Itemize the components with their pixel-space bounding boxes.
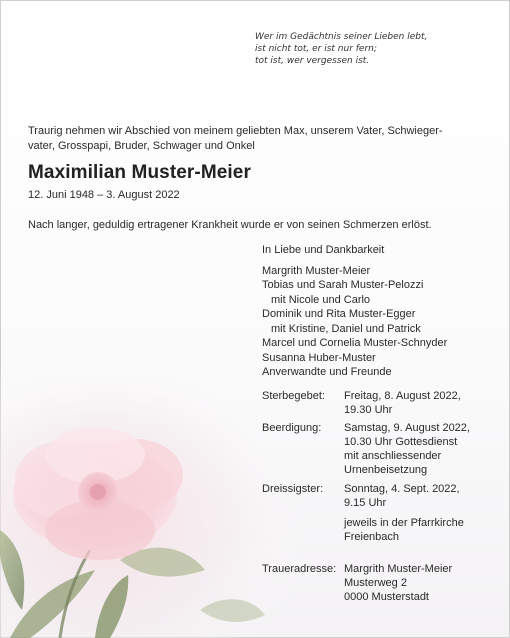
intro-line: Traurig nehmen wir Abschied von meinem geliebten Max, unserem Vater, Schwieger- — [28, 125, 443, 137]
intro-text — [28, 124, 493, 154]
memorial-quote — [255, 31, 485, 67]
event-line: 10.30 Uhr Gottesdienst — [344, 436, 458, 448]
event-details — [344, 482, 460, 510]
mourners-heading: In Liebe und Dankbarkeit — [262, 244, 385, 256]
event-label: Dreissigster: — [262, 483, 324, 495]
mourner-line: Tobias und Sarah Muster-Pelozzi — [262, 279, 424, 291]
quote-line: Wer im Gedächtnis seiner Lieben lebt, — [255, 32, 428, 42]
event-label: Beerdigung: — [262, 422, 322, 434]
event-label: Traueradresse: — [262, 563, 337, 575]
event-line: Freitag, 8. August 2022, — [344, 390, 461, 402]
event-line: 9.15 Uhr — [344, 497, 387, 509]
quote-line: tot ist, wer vergessen ist. — [255, 56, 370, 66]
quote-line: ist nicht tot, er ist nur fern; — [255, 44, 377, 54]
event-line: Samstag, 9. August 2022, — [344, 422, 470, 434]
closing-sentence: Nach langer, geduldig ertragener Krankheit wurde er von seinen Schmerzen erlöst. — [28, 219, 432, 231]
location-line: jeweils in der Pfarrkirche — [344, 517, 464, 529]
mourner-line: mit Kristine, Daniel und Patrick — [271, 322, 421, 335]
deceased-name: Maximilian Muster-Meier — [28, 162, 251, 183]
mourner-line: Susanna Huber-Muster — [262, 351, 376, 364]
event-line: mit anschliessender — [344, 450, 442, 462]
event-line: Urnenbeisetzung — [344, 464, 428, 476]
mourner-line: Anverwandte und Freunde — [262, 366, 392, 378]
event-details — [344, 389, 461, 417]
location-line: Freienbach — [344, 531, 400, 543]
event-details — [344, 421, 470, 477]
address-line: Musterweg 2 — [344, 577, 407, 589]
mourner-line: Marcel und Cornelia Muster-Schnyder — [262, 337, 448, 349]
address-line: Margrith Muster-Meier — [344, 563, 453, 575]
event-line: 19.30 Uhr — [344, 404, 393, 416]
intro-line: vater, Grosspapi, Bruder, Schwager und Onkel — [28, 140, 255, 152]
mourner-line: Margrith Muster-Meier — [262, 264, 371, 277]
event-line: Sonntag, 4. Sept. 2022, — [344, 483, 460, 495]
mourners-list — [262, 243, 447, 380]
life-dates: 12. Juni 1948 – 3. August 2022 — [28, 189, 180, 201]
event-details — [344, 516, 464, 544]
address-line: 0000 Musterstadt — [344, 591, 429, 603]
mourner-line: Dominik und Rita Muster-Egger — [262, 308, 416, 320]
mourner-line: mit Nicole und Carlo — [271, 293, 371, 306]
rose-image — [0, 380, 300, 638]
address-details — [344, 562, 452, 604]
event-label: Sterbegebet: — [262, 390, 325, 402]
